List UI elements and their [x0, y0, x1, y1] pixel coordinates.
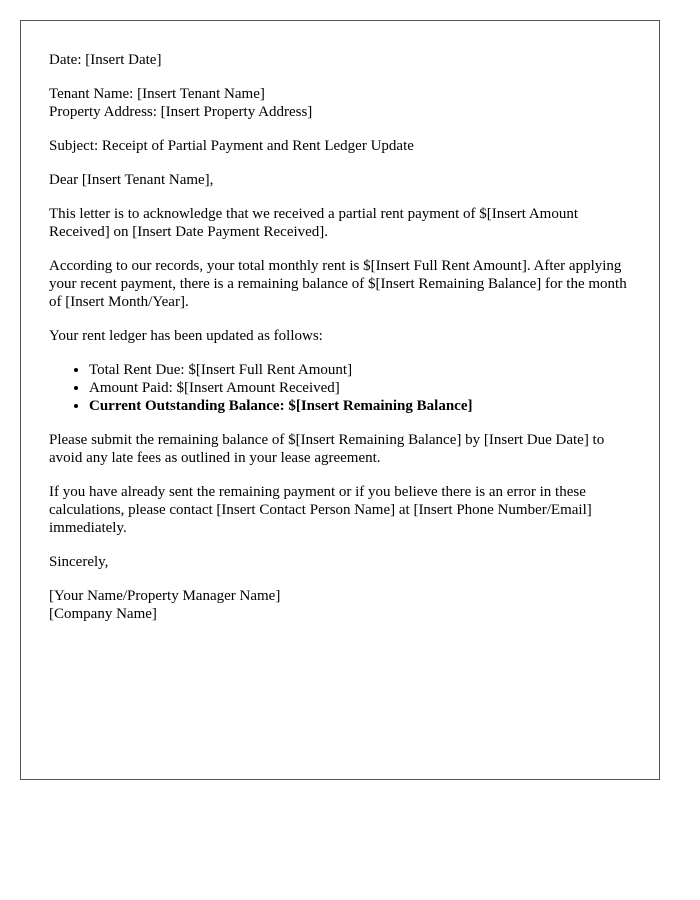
ledger-item-outstanding-balance: • Current Outstanding Balance: $[Insert Remaining Balance] — [89, 397, 631, 415]
signature-block — [49, 587, 631, 623]
property-address-line: Property Address: [Insert Property Address] — [49, 104, 313, 120]
ledger-item-amount-paid: • Amount Paid: $[Insert Amount Received] — [89, 379, 631, 397]
ledger-item-total-rent: • Total Rent Due: $[Insert Full Rent Amount] — [89, 361, 631, 379]
signature-company: [Company Name] — [49, 606, 157, 622]
letter-page — [20, 20, 660, 780]
date-line: Date: [Insert Date] — [49, 52, 162, 68]
ledger-list — [49, 361, 631, 415]
closing: Sincerely, — [49, 554, 109, 570]
paragraph-submit: Please submit the remaining balance of $[Insert Remaining Balance] by [Insert Due Date] to avoid any late fees as outlined in your lease agreement. — [49, 432, 605, 466]
subject-line: Subject: Receipt of Partial Payment and Rent Ledger Update — [49, 138, 414, 154]
tenant-info-block — [49, 85, 631, 121]
ledger-intro: Your rent ledger has been updated as follows: — [49, 328, 323, 344]
salutation: Dear [Insert Tenant Name], — [49, 172, 214, 188]
signature-name: [Your Name/Property Manager Name] — [49, 588, 281, 604]
paragraph-records: According to our records, your total monthly rent is $[Insert Full Rent Amount]. After applying your recent payment, there is a remaining balance of $[Insert Remaining Balance] for the month of [Insert Month/Year]. — [49, 258, 627, 310]
paragraph-acknowledge: This letter is to acknowledge that we received a partial rent payment of $[Insert Amount Received] on [Insert Date Payment Received]. — [49, 206, 578, 240]
tenant-name-line: Tenant Name: [Insert Tenant Name] — [49, 86, 265, 102]
paragraph-contact: If you have already sent the remaining payment or if you believe there is an error in these calculations, please contact [Insert Contact Person Name] at [Insert Phone Number/Email] immediately. — [49, 484, 592, 536]
